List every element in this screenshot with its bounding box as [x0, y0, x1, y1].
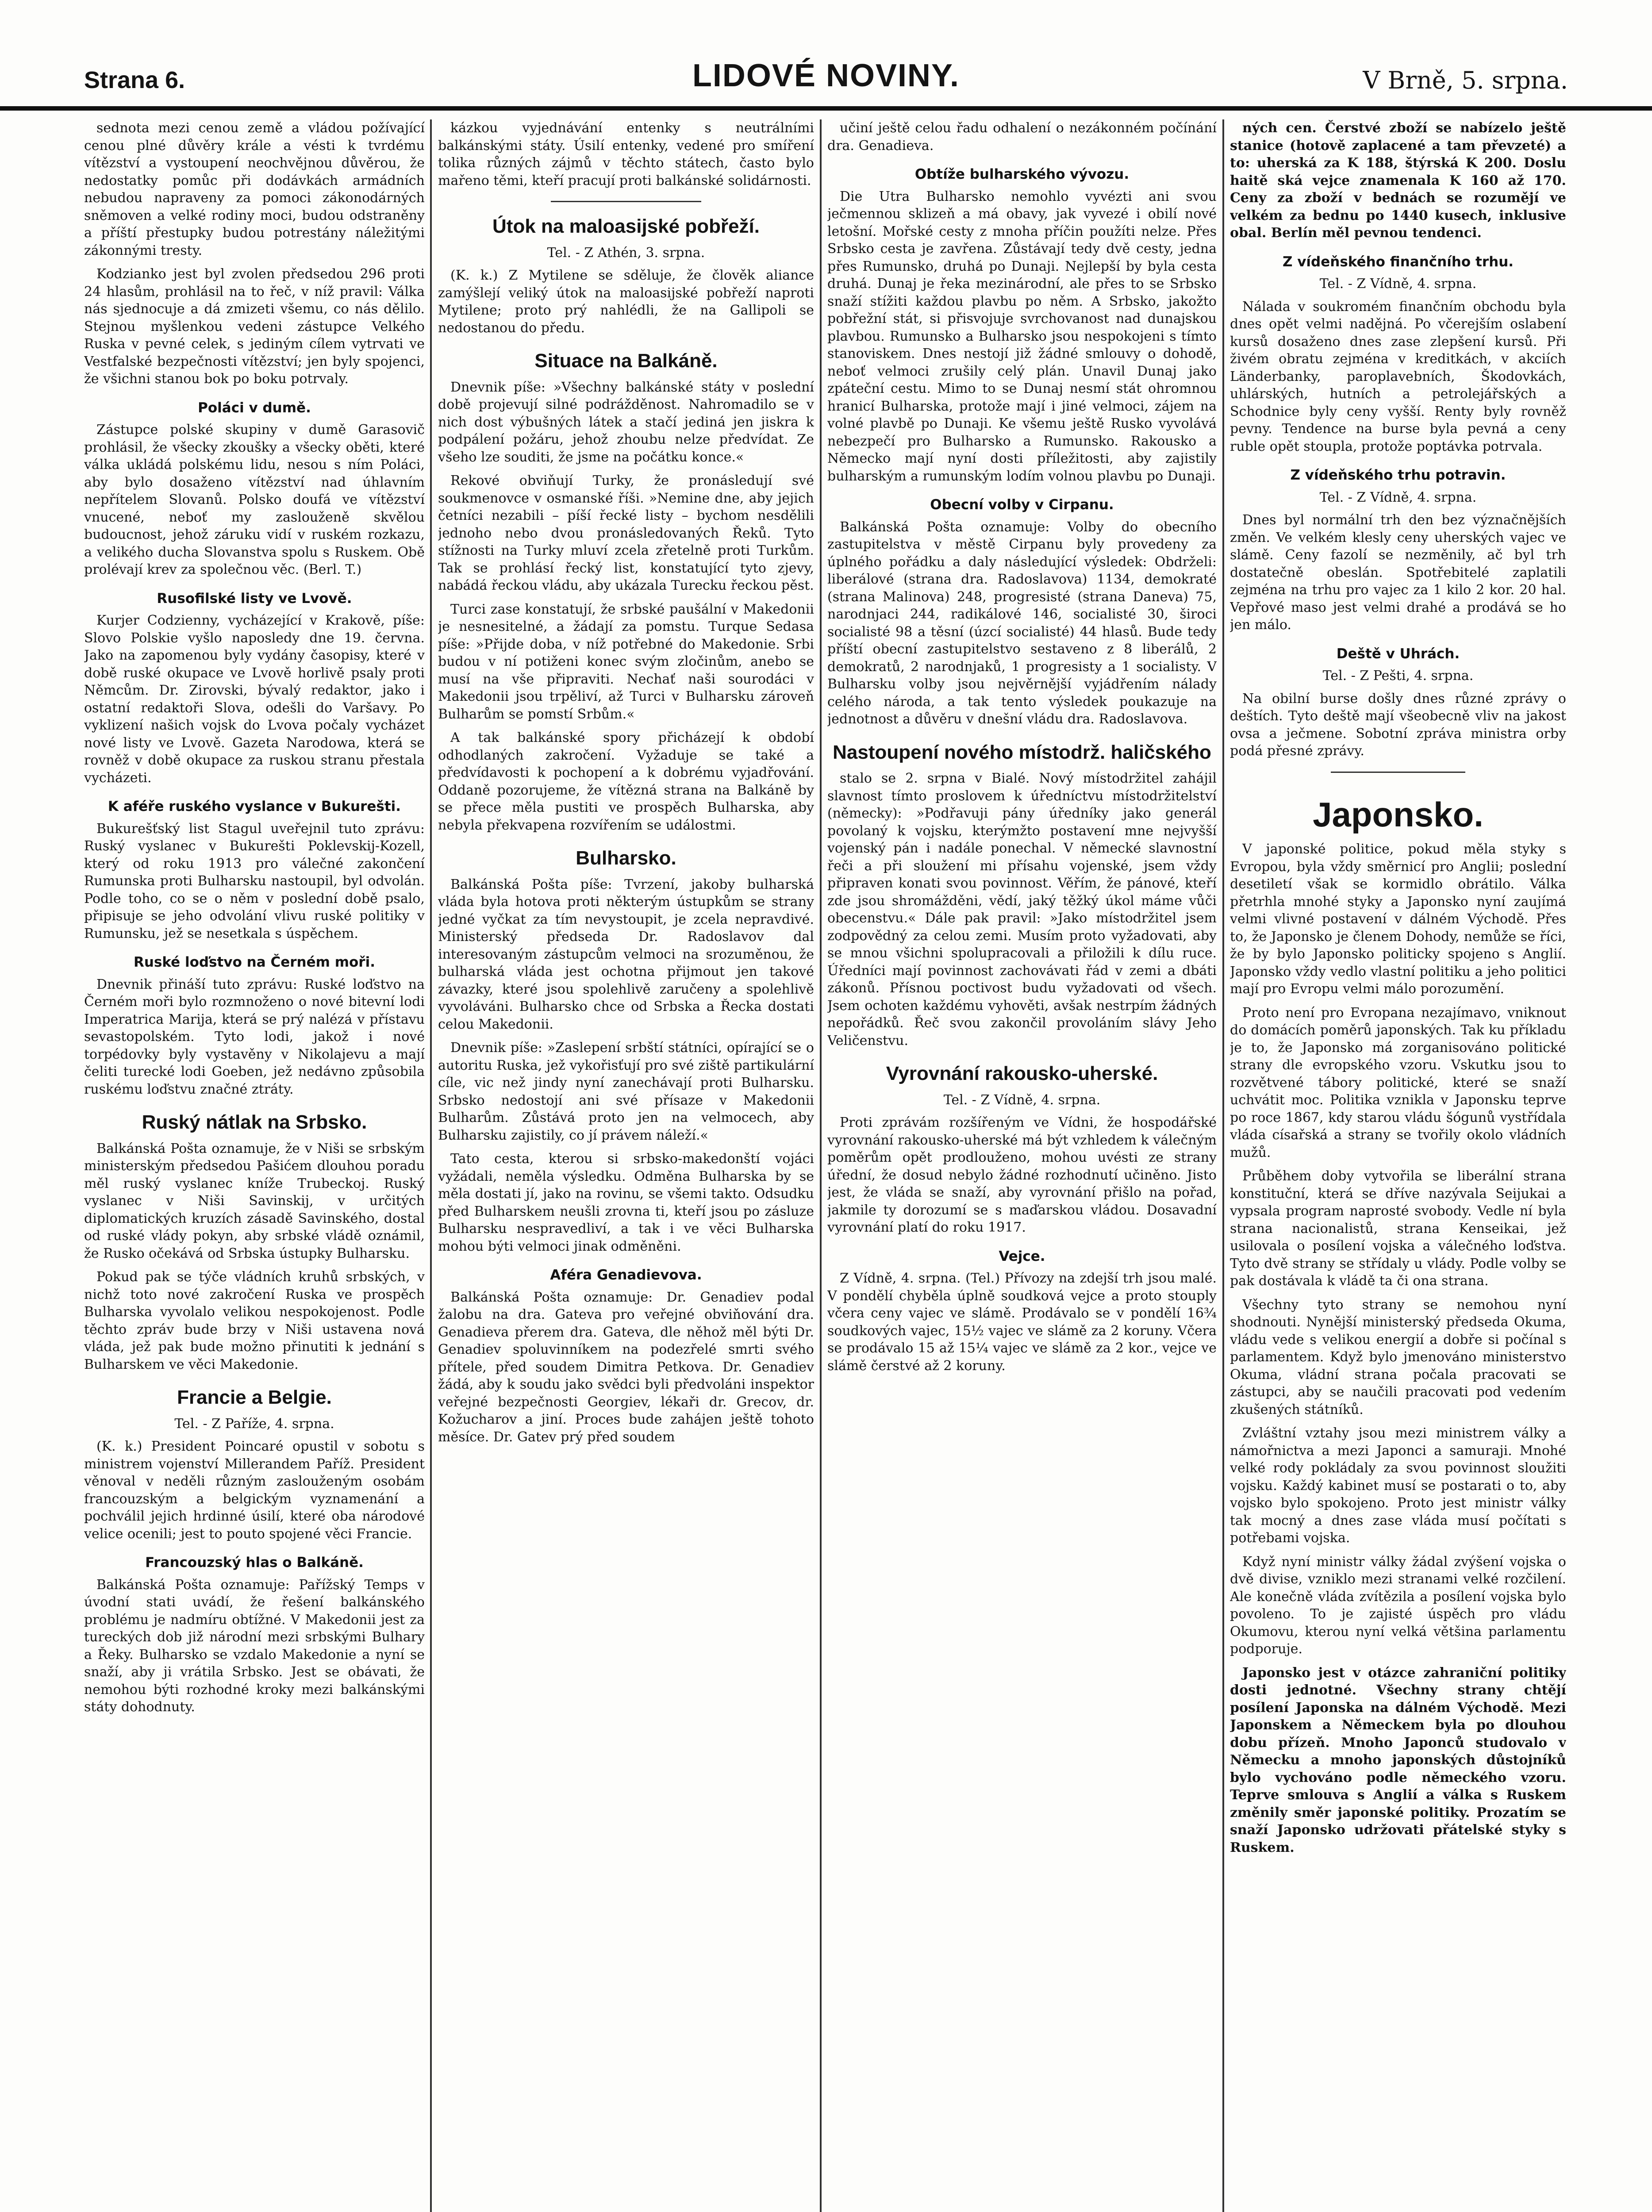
article-paragraph: ných cen. Čerstvé zboží se nabízelo ještě stanice (hotově zaplacené a tam převzeté) a to: uherská za K 188, štýrská K 200. Doslu haitě ská vejce znamenala K 160 až 170. Ceny za zboží v bednách se rozumějí ve velkém za bednu po 1440 kusech, inklusive obal. Berlín měl pevnou tendenci.	[1230, 120, 1566, 241]
article-paragraph: Pokud pak se týče vládních kruhů srbských, v nichž toto nové zakročení Ruska ve prospěch Bulharska vyvolalo velikou nespokojenost. Podle těchto zpráv bude brzy v Niši ustavena nová vláda, jež pak bude možno přinutiti k jednání s Bulharskem ve věci Makedonie.	[84, 1269, 425, 1372]
article-headline: Ruský nátlak na Srbsko.	[142, 1111, 367, 1133]
page-number: Strana 6.	[84, 67, 185, 93]
column-4	[1230, 119, 1566, 2212]
article-paragraph: Kodzianko jest byl zvolen předsedou 296 proti 24 hlasům, prohlásil na to řeč, v níž pravil: Válka nás sjednocuje a dá zmizeti všemu, co nás dělilo. Stejnou myšlenkou vedeni zástupce Velkého Ruska v pevné celek, s jediným cílem vytrvati ve Vestfalské bezpečnosti vítězství; jen byly spojenci, že všichni stanou bok po boku potrvaly.	[84, 266, 425, 387]
article-paragraph: Zástupce polské skupiny v dumě Garasovič prohlásil, že všecky zkoušky a všecky oběti, které válka ukládá polskému lidu, nesou s ním Poláci, aby bylo dosaženo vítězství nad úhlavním nepřítelem Slovanů. Polsko doufá ve vítězství vnucené, neboť my zaslouženě skvělou budoucnost, jehož záruku vidí v ruském rozkazu, a velikého ducha Slovanstva spolu s Ruskem. Obě prolévají krev za společnou věc. (Berl. T.)	[84, 422, 425, 577]
article-headline: Nastoupení nového místodrž. haličského	[833, 741, 1211, 763]
article-paragraph: V japonské politice, pokud měla styky s Evropou, byla vždy směrnicí pro Anglii; poslední desetiletí však se kormidlo obrátilo. Válka přetrhla mnohé styky a Japonsko nyní zaujímá velmi vlivné postavení v dálném Východě. Přes to, že Japonsko je členem Dohody, nemůže se říci, že by bylo Japonsko politicky spojeno s Anglií. Japonsko vždy vedlo vlastní politiku a jeho politici mají pro Evropu velmi málo porozumění.	[1230, 841, 1566, 997]
article-headline: Útok na maloasijské pobřeží.	[492, 215, 760, 237]
article-paragraph: Turci zase konstatují, že srbské paušální v Makedonii je nesnesitelné, a žádají za pomstu. Turque Sedasa píše: »Přijde doba, v níž potřebné do Makedonie. Srbi budou v ní potiženi konec svým zločinům, anebo se musí na vše připraviti. Nechať naši sourodáci v Makedonii jsou trpěliví, až Turci v Bulharsku zároveň Bulharům se pomstí Srbům.«	[438, 601, 814, 722]
article-paragraph: Z Vídně, 4. srpna. (Tel.) Přívozy na zdejší trh jsou malé. V pondělí chyběla úplně soudková vejce a proto stouply včera ceny vajec ve slámě. Prodávalo se v pondělí 16¾ soudkových vajec, 15½ vajec ve slámě za 2 koruny. Včera se prodávalo 15 až 15¼ vajec ve slámě za 2 kor., vejce ve slámě čerstvé až 2 koruny.	[827, 1271, 1217, 1374]
article-heading: Francouzský hlas o Balkáně.	[145, 1555, 364, 1571]
dateline: Tel. - Z Athén, 3. srpna.	[547, 245, 705, 261]
dateline: Tel. - Z Vídně, 4. srpna.	[1319, 276, 1477, 292]
article-paragraph: Na obilní burse došly dnes různé zprávy o deštích. Tyto deště mají všeobecně vliv na jakost ovsa a ječmene. Sobotní zpráva ministra orby podá přesné zprávy.	[1230, 691, 1566, 759]
column-1	[84, 119, 425, 2212]
article-headline: Francie a Belgie.	[177, 1386, 332, 1409]
article-headline: Vyrovnání rakousko-uherské.	[886, 1063, 1158, 1085]
article-paragraph: Dnevnik píše: »Zaslepení srbští státníci, opírající se o autoritu Ruska, jež vykořisťují pro své ziště partikulární cíle, vic než jindy nyní zanechávají proti Bulharsku. Srbsko nedostojí ani své přísaze v Makedonii Bulharům. Zůstává proto jen na velmocech, aby Bulharsku zajistily, co jí právem náleží.«	[438, 1040, 814, 1143]
newspaper-title: LIDOVÉ NOVINY.	[692, 58, 960, 93]
article-paragraph: Nálada v soukromém finančním obchodu byla dnes opět velmi nadějná. Po včerejším oslabení kursů dosaženo dnes zase zlepšení kursů. Při živém obratu zejména v kreditkách, v akciích Länderbanky, paroplavebních, Škodovkách, uhlárských, hutních a petrolejářských a Schodnice byly ceny vyšší. Renty byly rovněž pevny. Tendence na burse byla pevná a ceny ruble opět stoupla, protože poptávka potrvala.	[1230, 299, 1566, 454]
masthead-bar	[0, 0, 1652, 111]
article-paragraph: Když nyní ministr války žádal zvýšení vojska o dvě divise, vzniklo mezi stranami velké rozčilení. Ale konečně vláda zvítězila a posílení vojska bylo povoleno. To je zajisté úspěch pro vládu Okumovu, kterou nyní velká většina parlamentu podporuje.	[1230, 1554, 1566, 1657]
dateline: Tel. - Z Vídně, 4. srpna.	[943, 1092, 1101, 1108]
article-paragraph: Průběhem doby vytvořila se liberální strana konstituční, která se dříve nazývala Seijukai a vypsala program naprosté svobody. Vedle ní byla strana nacionalistů, strana Kenseikai, jež usilovala o posílení vojska a válečného loďstva. Tyto dvě strany se střídaly u vlády. Podle volby se pak dostávala k vládě ta či ona strana.	[1230, 1168, 1566, 1289]
article-paragraph: Kurjer Codzienny, vycházející v Krakově, píše: Slovo Polskie vyšlo naposledy dne 19. června. Jako na zapomenou byly vydány časopisy, které v době ruské okupace ve Lvově horlivě psaly proti Němcům. Dr. Zirovski, bývalý redaktor, jako i ostatní redaktoři Slova, odešli do Varšavy. Po vyklizení našich vojsk do Lvova počaly vycházet nové listy ve Lvově. Gazeta Narodowa, která se rovněž v době okupace za ruskou stranu přestala vycházeti.	[84, 613, 425, 786]
dateline: Tel. - Z Pešti, 4. srpna.	[1322, 668, 1474, 684]
dateline: Tel. - Z Vídně, 4. srpna.	[1319, 489, 1477, 505]
column-rule	[820, 119, 822, 2212]
article-paragraph: A tak balkánské spory přicházejí k období odhodlaných zakročení. Vyžaduje se také a předvídavosti k pochopení a k dobrému vyjadřování. Oddaně pozorujeme, že vítězná strana na Balkáně by se přece měla pustiti ve prospěch Bulharska, aby nebyla překvapena rozvířením se událostmi.	[438, 730, 814, 833]
article-heading: Poláci v dumě.	[198, 399, 311, 416]
article-paragraph: Dnevnik píše: »Všechny balkánské státy v poslední době projevují silné podrážděnost. Nahromadilo se v nich dost výbušných látek a stačí jediná jen jiskra k podpálení požáru, jehož zhoubu nelze předvídat. Ze všeho lze souditi, že jsme na počátku konce.«	[438, 379, 814, 465]
article-paragraph: Japonsko jest v otázce zahraniční politiky dosti jednotné. Všechny strany chtějí posílení Japonska na dálném Východě. Mezi Japonskem a Německem byla po dlouhou dobu přízeň. Mnoho Japonců studovalo v Německu a mnoho japonských důstojníků bylo vychováno podle německého vzoru. Teprve smlouva s Anglií a válka s Ruskem změnily směr japonské politiky. Prozatím se snaží Japonsko udržovati přátelské styky s Ruskem.	[1230, 1665, 1566, 1855]
article-heading: Ruské loďstvo na Černém moři.	[134, 954, 375, 970]
dateline: Tel. - Z Paříže, 4. srpna.	[174, 1416, 334, 1432]
article-paragraph: Proti zprávám rozšířeným ve Vídni, že hospodářské vyrovnání rakousko-uherské má být vzhledem k válečným poměrům opět prodlouženo, mohou uvésti ze strany úřední, že dosud nebylo žádné rozhodnutí učiněno. Jisto jest, že vláda se snaží, aby vyrovnání přišlo na pořad, jakmile ty dorozumí se s maďarskou vládou. Dosavadní vyrovnání platí do roku 1917.	[827, 1115, 1217, 1236]
article-paragraph: Dnevnik přináší tuto zprávu: Ruské loďstvo na Černém moři bylo rozmnoženo o nové bitevní lodi Imperatrica Marija, která se prý nalézá v přístavu sevastopolském. Tyto lodi, jakož i nové torpédovky byly vystavěny v Nikolajevu a mají čeliti turecké lodi Goeben, jež nedávno způsobila ruskému loďstvu značné ztráty.	[84, 976, 425, 1097]
article-heading: Vejce.	[999, 1248, 1045, 1264]
column-2	[438, 119, 814, 2212]
article-paragraph: Balkánská Pošta píše: Tvrzení, jakoby bulharská vláda byla hotova proti některým ústupkům se strany jedné vyčkat za tím nevystoupit, je zcela nepravdivé. Ministerský předseda Dr. Radoslavov dal interesovaným zástupcům velmoci na srozuměnou, že bulharská vláda jest ochotna přijmout jen takové závazky, které jsou spolehlivě zaručeny a spolehlivě vyvoláváni. Bulharsko chce od Srbska a Řecka dostati celou Makedonii.	[438, 876, 814, 1032]
article-heading: Aféra Genadievova.	[550, 1267, 702, 1283]
issue-date: V Brně, 5. srpna.	[1363, 66, 1568, 94]
article-headline: Situace na Balkáně.	[534, 350, 718, 372]
article-paragraph: Bukurešťský list Stagul uveřejnil tuto zprávu: Ruský vyslanec v Bukurešti Poklevskij-Kozell, který od roku 1913 pro válečné zakončení Rumunska proti Bulharsku nastoupil, byl odvolán. Podle toho, co se o něm v poslední době psalo, připisuje se jeho odvolání vlivu ruské politiky v Rumunsku, jež se nesetkala s úspěchem.	[84, 821, 425, 941]
separator	[1331, 772, 1465, 773]
article-paragraph: Balkánská Pošta oznamuje: Volby do obecního zastupitelstva v městě Cirpanu byly provedeny za úplného pořádku a daly následující výsledek: Obdrželi: liberálové (strana dra. Radoslavova) 1134, demokraté (strana Malinova) 248, progresisté (strana Daneva) 75, narodnjaci 244, radikálové 146, socialisté 30, široci socialisté 98 a těsní (úzcí socialisté) 44 hlasů. Bude tedy příští obecní zastupitelstvo sestaveno z 8 liberálů, 2 demokratů, 2 narodnjaků, 1 progresisty a 1 socialisty. V Bulharsku volby jsou nejvěrnější vyjádřením nálady celého národa, a tak tento výsledek poukazuje na jednotnost a důvěru v dnešní vládu dra. Radoslavova.	[827, 519, 1217, 727]
article-heading: Rusofilské listy ve Lvově.	[157, 590, 352, 607]
article-paragraph: Všechny tyto strany se nemohou nyní shodnouti. Nynější ministerský předseda Okuma, vládu vede s velikou energií a dobře si počínal s parlamentem. Když bylo jmenováno ministerstvo Okuma, vládní strana počala pracovati se zástupci, aby se naučili pracovati pod vedením zkušených státníků.	[1230, 1297, 1566, 1417]
article-heading: Obecní volby v Cirpanu.	[930, 497, 1114, 513]
article-paragraph: stalo se 2. srpna v Bialé. Nový místodržitel zahájil slavnost tímto proslovem k úředníctvu místodržitelství (německy): »Podřavuji pány úředníky jako generál povolaný k vojsku, kterýmžto postavení mne nejvyšší vojenský pán i nadále ponechal. V německé slavnostní řeči a při sloužení mi přísahu vojenské, jsem vždy připraven konati svou povinnost. Věřím, že pánové, kteří zde jsou shromážděni, vědí, jaký těžký úkol máme vůči obecenstvu.« Dále pak pravil: »Jako místodržitel jsem zodpovědný za celou zemi. Musím proto vyžadovati, aby se mnou všichni spolupracovali a přiložili k dílu ruce. Úředníci mají povinnost zachovávati řád v zemi a dbáti zákonů. Přísnou poctivost budu vyžadovati od všech. Jsem ochoten každému vyhověti, avšak nestrpím žádných nepořádků. Řeč svou zakončil provoláním slávy Jeho Veličenstvu.	[827, 771, 1217, 1048]
article-paragraph: kázkou vyjednávání entenky s neutrálními balkánskými státy. Úsilí entenky, vedené pro smíření tolika různých zájmů v těchto státech, často bylo mařeno těmi, kteří pracují proti balkánské solidárnosti.	[438, 120, 814, 188]
article-heading: K aféře ruského vyslance v Bukurešti.	[108, 799, 401, 814]
column-rule	[1222, 119, 1224, 2212]
article-paragraph: (K. k.) President Poincaré opustil v sobotu s ministrem vojenství Millerandem Paříž. President věnoval v neděli různým zaslouženým osobám francouzským a belgickým vyznamenání a pochválil jejich hrdinné úsilí, které oba národové velice ocenili; jest to pouto spojené věci Francie.	[84, 1439, 425, 1542]
article-heading: Obtíže bulharského vývozu.	[914, 166, 1130, 182]
article-paragraph: Balkánská Pošta oznamuje: Dr. Genadiev podal žalobu na dra. Gateva pro veřejné obviňování dra. Genadieva přerem dra. Gateva, dle něhož měl býti Dr. Genadiev spoluvinníkem na podezřelé smrti svého přítele, před soudem Dimitra Petkova. Dr. Genadiev žádá, aby k soudu jako svědci byli předvoláni inspektor veřejné bezpečnosti Georgiev, lékaři dr. Grecov, dr. Kožucharov a jiní. Proces bude zahájen ještě tohoto měsíce. Dr. Gatev prý před soudem	[438, 1289, 814, 1445]
article-paragraph: Balkánská Pošta oznamuje, že v Niši se srbským ministerským předsedou Pašićem dlouhou poradu měl ruský vyslanec kníže Trubeckoj. Ruský vyslanec v Niši Savinskij, v určitých diplomatických kruzích zásadě Savinského, dostal od ruské vlády pokyn, aby srbské vládě oznámil, že Rusko očekává od Srbska ústupky Bulharsku.	[84, 1141, 425, 1261]
article-headline: Bulharsko.	[576, 847, 676, 869]
separator	[551, 201, 701, 202]
article-paragraph: učiní ještě celou řadu odhalení o nezákonném počínání dra. Genadieva.	[827, 120, 1217, 154]
column-rule	[430, 119, 432, 2212]
article-paragraph: Die Utra Bulharsko nemohlo vyvézti ani svou ječmennou sklizeň a má obavy, jak vyvezé i obilí nové letošní. Mořské cesty z mnoha příčin použíti nelze. Přes Srbsko cesta je zavřena. Zůstávají tedy dvě cesty, jedna přes Rumunsko, druhá po Dunaji. Nejlepší by byla cesta druhá. Dunaj je řeka mezinárodní, ale přes to se Srbsko snaží stížiti každou plavbu po něm. A Srbsko, jakožto pobřežní stát, si přisvojuje svrchovanost nad dunajskou plavbou. Rumunsko a Bulharsko jsou nespokojeni s tímto stanoviskem. Dnes nestojí již žádné smlouvy o dohodě, neboť velmoci zrušily celý plán. Unavil Dunaj jako zpáteční cestu. Mimo to se Dunaj nesmí stát ohromnou hranicí Bulharska, protože mají i jiné velmoci, zájem na volné plavbě po Dunaji. Ke všemu ještě Rusko vyvolává nebezpečí pro Bulharsko a Rumunsko. Rakousko a Německo mají nyní dosti příležitosti, aby zajistily bulharským a rumunským lodím volnou plavbu po Dunaji.	[827, 188, 1217, 484]
article-paragraph: Tato cesta, kterou si srbsko-makedonští vojáci vyžádali, neměla výsledku. Odměna Bulharska by se měla dostati jí, jako na rovinu, se všemi takto. Odsudku před Bulharskem neušli zrovna ti, kteří jsou po zásluze Bulharsku nespravedliví, a tak i ve věci Bulharska mohou býti velmoci jinak odměněni.	[438, 1151, 814, 1254]
article-paragraph: Dnes byl normální trh den bez význačnějších změn. Ve velkém klesly ceny uherských vajec ve slámě. Ceny fazolí se nezměnily, ač byl trh dostatečně obeslán. Spotřebitelé zaplatili zejména na trhu pro vajec za 1 kilo 2 kor. 20 hal. Vepřové maso jest velmi drahé a prodává se ho jen málo.	[1230, 512, 1566, 633]
article-heading: Z vídeňského finančního trhu.	[1282, 253, 1514, 270]
article-paragraph: Rekové obviňují Turky, že pronásledují své soukmenovce v osmanské říši. »Nemine dne, aby jejich četníci nezabili – píší řecké listy – bychom nesdělili jednoho nebo dvou pronásledovaných Řeků. Tyto stížnosti na Turky mluví zcela zřetelně proti Turkům. Tak se prohlásí řecký list, konstatující tyto zjevy, nabádá řeckou vládu, aby ukázala Turecku řeckou pěst.	[438, 473, 814, 594]
article-paragraph: Zvláštní vztahy jsou mezi ministrem války a námořnictva a mezi Japonci a samuraji. Mnohé velké rody pokládaly za svou povinnost sloužiti vojsku. Každý kabinet musí se postarati o to, aby vojsko bylo spokojeno. Proto jest ministr války tak mocný a dnes zase vláda musí počítati s potřebami vojska.	[1230, 1425, 1566, 1546]
article-paragraph: sednota mezi cenou země a vládou požívající cenou plné důvěry krále a vésti k tvrdému vítězství a vystoupení neochvějnou důvěrou, že nedostatky pomůc při dodávkách armádních nebudou napraveny za pomoci zákonodárných sněmoven a velké rodiny moci, budou odstraněny a příští přestupky budou potrestány náležitými zákonnými tresty.	[84, 120, 425, 258]
article-paragraph: Proto není pro Evropana nezajímavo, vniknout do domácích poměrů japonských. Tak ku příkladu je to, že Japonsko má zorganisováno politické strany dle evropského vzoru. Vskutku jsou to rozvětvené tábory politické, které se snaží uchvátit moc. Politika vznikla v Japonsku teprve po roce 1867, kdy starou vládu šógunů vystřídala vláda císařská a strany se tvořily okolo vládních mužů.	[1230, 1005, 1566, 1160]
article-paragraph: Balkánská Pošta oznamuje: Pařížský Temps v úvodní stati uvádí, že řešení balkánského problému je nadmíru obtížné. V Makedonii jest za tureckých dob již národní mezi srbskými Bulhary a Řeky. Bulharsko se vzdalo Makedonie a nyní se snaží, aby ji vrátila Srbsko. Jest se obávati, že nemohou býti rozhodné kroky mezi balkánskými státy dohodnuty.	[84, 1577, 425, 1715]
column-3	[827, 119, 1217, 2212]
article-headline: Japonsko.	[1313, 795, 1483, 834]
article-heading: Deště v Uhrách.	[1336, 645, 1460, 662]
article-paragraph: (K. k.) Z Mytilene se sděluje, že člověk aliance zamýšlejí veliký útok na maloasijské pobřeží naproti Mytilene; proto prý nahlédli, že na Gallipoli se nedostanou do předu.	[438, 268, 814, 336]
article-heading: Z vídeňského trhu potravin.	[1290, 467, 1506, 483]
